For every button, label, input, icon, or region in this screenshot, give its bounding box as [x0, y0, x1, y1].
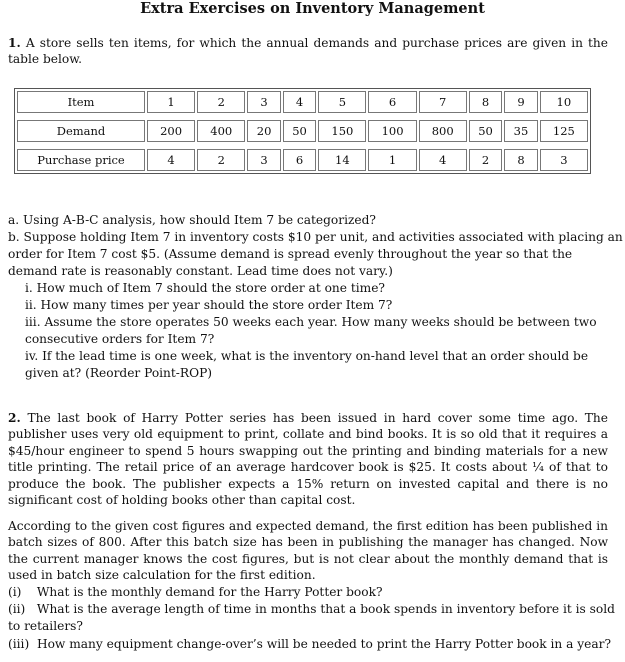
- table-cell: 20: [247, 120, 280, 142]
- table-cell: 50: [283, 120, 316, 142]
- table-cell: 4: [147, 149, 195, 171]
- table-cell: 3: [540, 149, 588, 171]
- question-1b-i: i. How much of Item 7 should the store order at one time?: [25, 281, 385, 295]
- table-cell: 35: [504, 120, 537, 142]
- table-cell: 800: [419, 120, 467, 142]
- table-cell: 3: [247, 149, 280, 171]
- table-row-item: [17, 91, 588, 113]
- question-2-number: 2.: [8, 411, 21, 425]
- table-cell: 100: [368, 120, 416, 142]
- table-cell: 1: [368, 149, 416, 171]
- table-cell: 2: [197, 91, 245, 113]
- table-cell: 3: [247, 91, 280, 113]
- table-cell: 2: [197, 149, 245, 171]
- table-cell: 400: [197, 120, 245, 142]
- inventory-table: [14, 88, 591, 174]
- table-cell: 8: [469, 91, 502, 113]
- table-cell: 4: [283, 91, 316, 113]
- table-cell: 50: [469, 120, 502, 142]
- question-1b-line-3: demand rate is reasonably constant. Lead time does not vary.): [8, 264, 393, 278]
- table-spacer: [17, 144, 588, 147]
- table-cell: 6: [283, 149, 316, 171]
- table-cell: 7: [419, 91, 467, 113]
- row-label: Purchase price: [17, 149, 145, 171]
- question-1a: a. Using A-B-C analysis, how should Item 7 be categorized?: [8, 213, 376, 227]
- table-cell: 1: [147, 91, 195, 113]
- question-1b-iii-line-2: consecutive orders for Item 7?: [25, 332, 215, 346]
- question-1b-line-1: b. Suppose holding Item 7 in inventory costs $10 per unit, and activities associated with placing an: [8, 230, 623, 244]
- table-cell: 2: [469, 149, 502, 171]
- question-1b-iv-line-2: given at? (Reorder Point-ROP): [25, 366, 213, 380]
- question-2-ii-line-2: to retailers?: [8, 619, 83, 633]
- table-cell: 4: [419, 149, 467, 171]
- row-label: Item: [17, 91, 145, 113]
- row-label: Demand: [17, 120, 145, 142]
- table-cell: 200: [147, 120, 195, 142]
- table-cell: 125: [540, 120, 588, 142]
- spacer-cell: [17, 144, 588, 147]
- question-2-paragraph-2: According to the given cost figures and expected demand, the first edition has been published in batch sizes of 800. After this batch size has been in publishing the manager has changed. Now the current manager knows the cost figures, but is not clear about the monthly demand that is used in batch size calculation for the first edition.: [8, 519, 608, 583]
- question-1b-iii-line-1: iii. Assume the store operates 50 weeks each year. How many weeks should be between two: [25, 315, 597, 329]
- table-cell: 9: [504, 91, 537, 113]
- table-cell: 8: [504, 149, 537, 171]
- question-1b-ii: ii. How many times per year should the store order Item 7?: [25, 298, 393, 312]
- question-1-intro-text: A store sells ten items, for which the annual demands and purchase prices are given in the table below.: [8, 36, 608, 67]
- question-2-paragraph-1-text: The last book of Harry Potter series has been issued in hard cover some time ago. The publisher uses very old equipment to print, collate and bind books. It is so old that it requires a $45/hour engineer to spend 5 hours swapping out the printing and binding materials for a new title printing. The retail price of an average hardcover book is $25. It costs about ¼ of that to produce the book. The publisher expects a 15% return on invested capital and there is no significant cost of holding books other than capital cost.: [8, 411, 608, 508]
- question-1-intro: [8, 35, 608, 68]
- table-row-demand: [17, 120, 588, 142]
- table-row-purchase-price: [17, 149, 588, 171]
- table-cell: 14: [318, 149, 366, 171]
- question-2-i: (i) What is the monthly demand for the Harry Potter book?: [8, 585, 383, 599]
- spacer-cell: [17, 115, 588, 118]
- table-cell: 150: [318, 120, 366, 142]
- question-2-ii-line-1: (ii) What is the average length of time in months that a book spends in inventory before it is sold: [8, 602, 615, 616]
- question-1b-iv-line-1: iv. If the lead time is one week, what is the inventory on-hand level that an order should be: [25, 349, 589, 363]
- question-1-number: 1.: [8, 36, 21, 50]
- question-2-iii: (iii) How many equipment change-over’s will be needed to print the Harry Potter book in a year?: [8, 637, 612, 651]
- table-cell: 5: [318, 91, 366, 113]
- table-cell: 10: [540, 91, 588, 113]
- table-spacer: [17, 115, 588, 118]
- question-2-paragraph-1: [8, 410, 608, 508]
- table-cell: 6: [368, 91, 416, 113]
- question-1b-line-2: order for Item 7 cost $5. (Assume demand is spread evenly throughout the year so that the: [8, 247, 573, 261]
- document-title: Extra Exercises on Inventory Management: [140, 0, 485, 17]
